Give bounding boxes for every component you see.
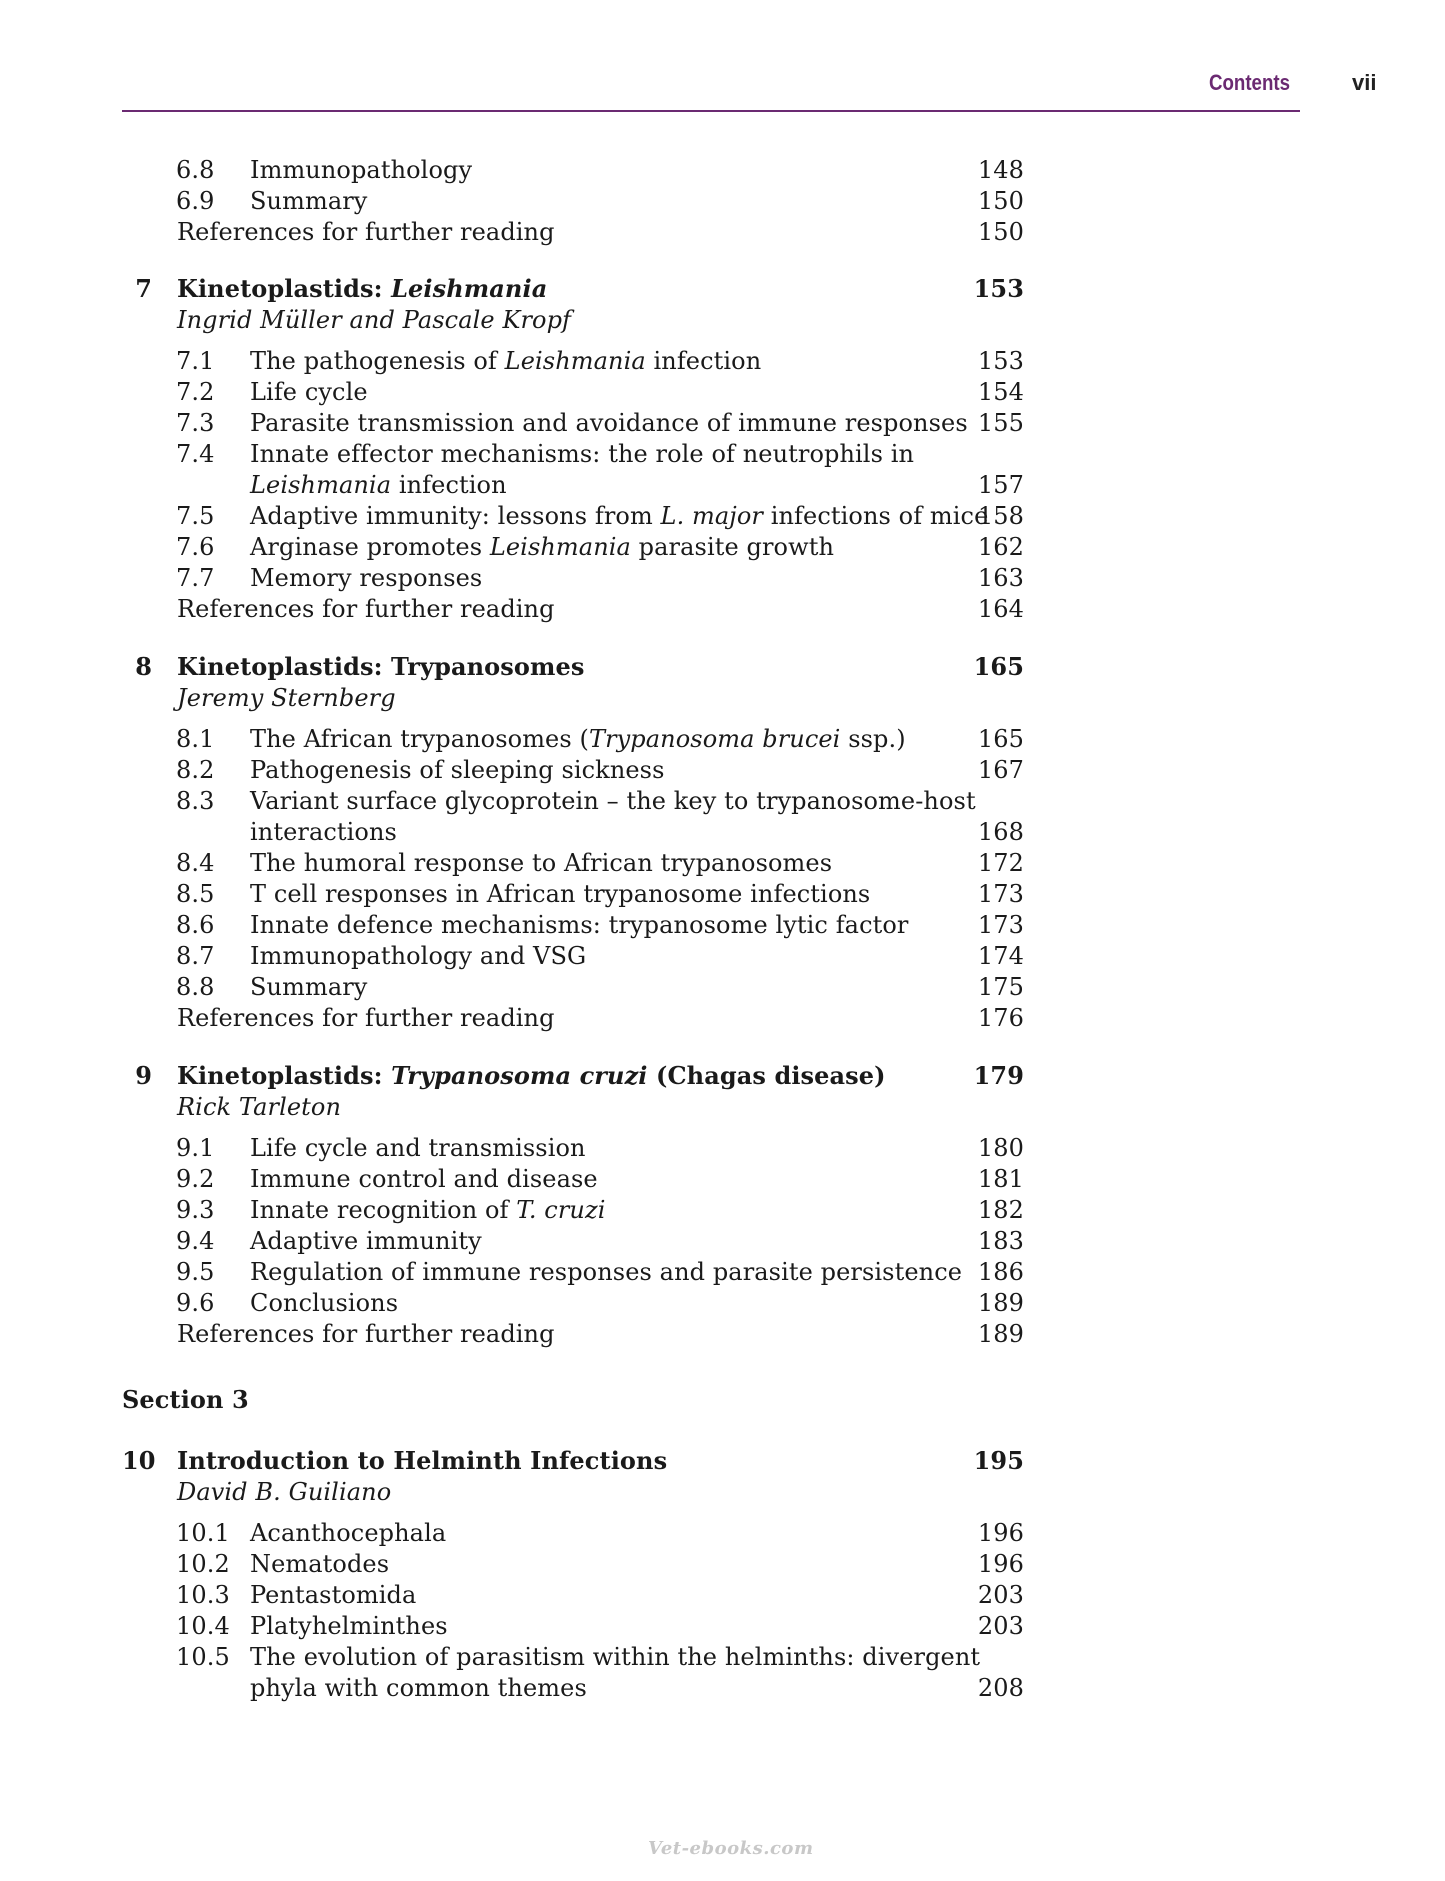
entry-title-continued: phyla with common themes bbox=[250, 1674, 587, 1702]
section-heading: Section 3 bbox=[122, 1385, 249, 1414]
entry-number: 8.7 bbox=[176, 942, 215, 970]
entry-page: 158 bbox=[977, 502, 1024, 530]
entry-title: Conclusions bbox=[250, 1289, 399, 1317]
references-entry: References for further reading bbox=[177, 1320, 555, 1348]
entry-page: 186 bbox=[977, 1258, 1024, 1286]
entry-title: Innate effector mechanisms: the role of neutrophils in bbox=[250, 440, 915, 468]
entry-page: 189 bbox=[977, 1320, 1024, 1348]
references-entry: References for further reading bbox=[177, 218, 555, 246]
entry-number: 8.8 bbox=[176, 973, 215, 1001]
running-header-title: Contents bbox=[1208, 70, 1290, 95]
entry-number: 7.6 bbox=[176, 533, 215, 561]
entry-title: Summary bbox=[250, 187, 368, 215]
entry-page: 172 bbox=[977, 849, 1024, 877]
entry-page: 196 bbox=[977, 1519, 1024, 1547]
entry-number: 8.1 bbox=[176, 725, 215, 753]
entry-page: 196 bbox=[977, 1550, 1024, 1578]
entry-title: Innate defence mechanisms: trypanosome lytic factor bbox=[250, 911, 909, 939]
entry-number: 8.3 bbox=[176, 787, 215, 815]
entry-number: 10.1 bbox=[176, 1519, 230, 1547]
entry-title: Acanthocephala bbox=[250, 1519, 447, 1547]
entry-page: 168 bbox=[977, 818, 1024, 846]
entry-number: 10.3 bbox=[176, 1581, 230, 1609]
entry-title: Life cycle bbox=[250, 378, 368, 406]
chapter-title: Kinetoplastids: Trypanosomes bbox=[177, 652, 585, 681]
entry-page: 163 bbox=[977, 564, 1024, 592]
chapter-title: Introduction to Helminth Infections bbox=[177, 1446, 668, 1475]
chapter-page: 165 bbox=[973, 652, 1024, 681]
entry-number: 8.6 bbox=[176, 911, 215, 939]
entry-number: 9.3 bbox=[176, 1196, 215, 1224]
entry-title-continued: Leishmania infection bbox=[250, 471, 507, 499]
entry-number: 6.9 bbox=[176, 187, 215, 215]
entry-title-continued: interactions bbox=[250, 818, 397, 846]
entry-title: Pentastomida bbox=[250, 1581, 417, 1609]
entry-title: Arginase promotes Leishmania parasite growth bbox=[250, 533, 835, 561]
chapter-page: 195 bbox=[973, 1446, 1024, 1475]
references-entry: References for further reading bbox=[177, 595, 555, 623]
entry-number: 9.5 bbox=[176, 1258, 215, 1286]
chapter-number: 7 bbox=[135, 274, 152, 303]
entry-number: 7.7 bbox=[176, 564, 215, 592]
chapter-title: Kinetoplastids: Trypanosoma cruzi (Chagas disease) bbox=[177, 1061, 886, 1090]
entry-page: 173 bbox=[977, 911, 1024, 939]
entry-number: 10.4 bbox=[176, 1612, 230, 1640]
chapter-page: 179 bbox=[973, 1061, 1024, 1090]
entry-title: Platyhelminthes bbox=[250, 1612, 448, 1640]
entry-number: 9.4 bbox=[176, 1227, 215, 1255]
entry-number: 8.5 bbox=[176, 880, 215, 908]
entry-title: Adaptive immunity: lessons from L. major infections of mice bbox=[250, 502, 989, 530]
entry-page: 154 bbox=[977, 378, 1024, 406]
entry-number: 8.4 bbox=[176, 849, 215, 877]
entry-page: 208 bbox=[977, 1674, 1024, 1702]
entry-number: 9.1 bbox=[176, 1134, 215, 1162]
chapter-number: 10 bbox=[122, 1446, 156, 1475]
entry-title: Innate recognition of T. cruzi bbox=[250, 1196, 606, 1224]
chapter-author: David B. Guiliano bbox=[177, 1478, 392, 1506]
entry-number: 8.2 bbox=[176, 756, 215, 784]
header-rule bbox=[122, 110, 1300, 112]
entry-page: 153 bbox=[977, 347, 1024, 375]
entry-title: Immunopathology bbox=[250, 156, 473, 184]
entry-page: 157 bbox=[977, 471, 1024, 499]
entry-title: Parasite transmission and avoidance of immune responses bbox=[250, 409, 968, 437]
entry-page: 164 bbox=[977, 595, 1024, 623]
entry-title: Summary bbox=[250, 973, 368, 1001]
entry-page: 155 bbox=[977, 409, 1024, 437]
entry-title: Immunopathology and VSG bbox=[250, 942, 587, 970]
references-entry: References for further reading bbox=[177, 1004, 555, 1032]
entry-page: 175 bbox=[977, 973, 1024, 1001]
entry-number: 7.4 bbox=[176, 440, 215, 468]
entry-page: 182 bbox=[977, 1196, 1024, 1224]
chapter-number: 8 bbox=[135, 652, 152, 681]
entry-page: 162 bbox=[977, 533, 1024, 561]
entry-title: The evolution of parasitism within the helminths: divergent bbox=[250, 1643, 981, 1671]
chapter-page: 153 bbox=[973, 274, 1024, 303]
entry-page: 180 bbox=[977, 1134, 1024, 1162]
entry-page: 174 bbox=[977, 942, 1024, 970]
entry-title: The humoral response to African trypanosomes bbox=[250, 849, 833, 877]
entry-number: 7.2 bbox=[176, 378, 215, 406]
entry-page: 167 bbox=[977, 756, 1024, 784]
entry-number: 7.5 bbox=[176, 502, 215, 530]
watermark: Vet-ebooks.com bbox=[648, 1838, 814, 1859]
entry-number: 7.3 bbox=[176, 409, 215, 437]
entry-number: 9.6 bbox=[176, 1289, 215, 1317]
entry-number: 10.5 bbox=[176, 1643, 230, 1671]
entry-page: 176 bbox=[977, 1004, 1024, 1032]
entry-page: 148 bbox=[977, 156, 1024, 184]
page-number: vii bbox=[1352, 70, 1377, 95]
entry-page: 150 bbox=[977, 218, 1024, 246]
entry-title: Regulation of immune responses and parasite persistence bbox=[250, 1258, 963, 1286]
entry-page: 189 bbox=[977, 1289, 1024, 1317]
chapter-author: Ingrid Müller and Pascale Kropf bbox=[177, 306, 572, 334]
entry-number: 10.2 bbox=[176, 1550, 230, 1578]
entry-title: The pathogenesis of Leishmania infection bbox=[250, 347, 762, 375]
entry-title: Adaptive immunity bbox=[250, 1227, 482, 1255]
entry-number: 6.8 bbox=[176, 156, 215, 184]
entry-page: 181 bbox=[977, 1165, 1024, 1193]
entry-title: Memory responses bbox=[250, 564, 483, 592]
entry-page: 173 bbox=[977, 880, 1024, 908]
entry-page: 150 bbox=[977, 187, 1024, 215]
entry-title: Pathogenesis of sleeping sickness bbox=[250, 756, 665, 784]
entry-page: 165 bbox=[977, 725, 1024, 753]
entry-page: 183 bbox=[977, 1227, 1024, 1255]
entry-title: The African trypanosomes (Trypanosoma brucei ssp.) bbox=[250, 725, 906, 753]
entry-title: T cell responses in African trypanosome infections bbox=[250, 880, 871, 908]
entry-title: Life cycle and transmission bbox=[250, 1134, 586, 1162]
entry-title: Nematodes bbox=[250, 1550, 390, 1578]
entry-page: 203 bbox=[977, 1612, 1024, 1640]
chapter-author: Jeremy Sternberg bbox=[177, 684, 396, 712]
entry-page: 203 bbox=[977, 1581, 1024, 1609]
entry-number: 7.1 bbox=[176, 347, 215, 375]
chapter-number: 9 bbox=[135, 1061, 152, 1090]
entry-number: 9.2 bbox=[176, 1165, 215, 1193]
entry-title: Immune control and disease bbox=[250, 1165, 598, 1193]
chapter-title: Kinetoplastids: Leishmania bbox=[177, 274, 548, 303]
chapter-author: Rick Tarleton bbox=[177, 1093, 342, 1121]
entry-title: Variant surface glycoprotein – the key to trypanosome-host bbox=[250, 787, 976, 815]
